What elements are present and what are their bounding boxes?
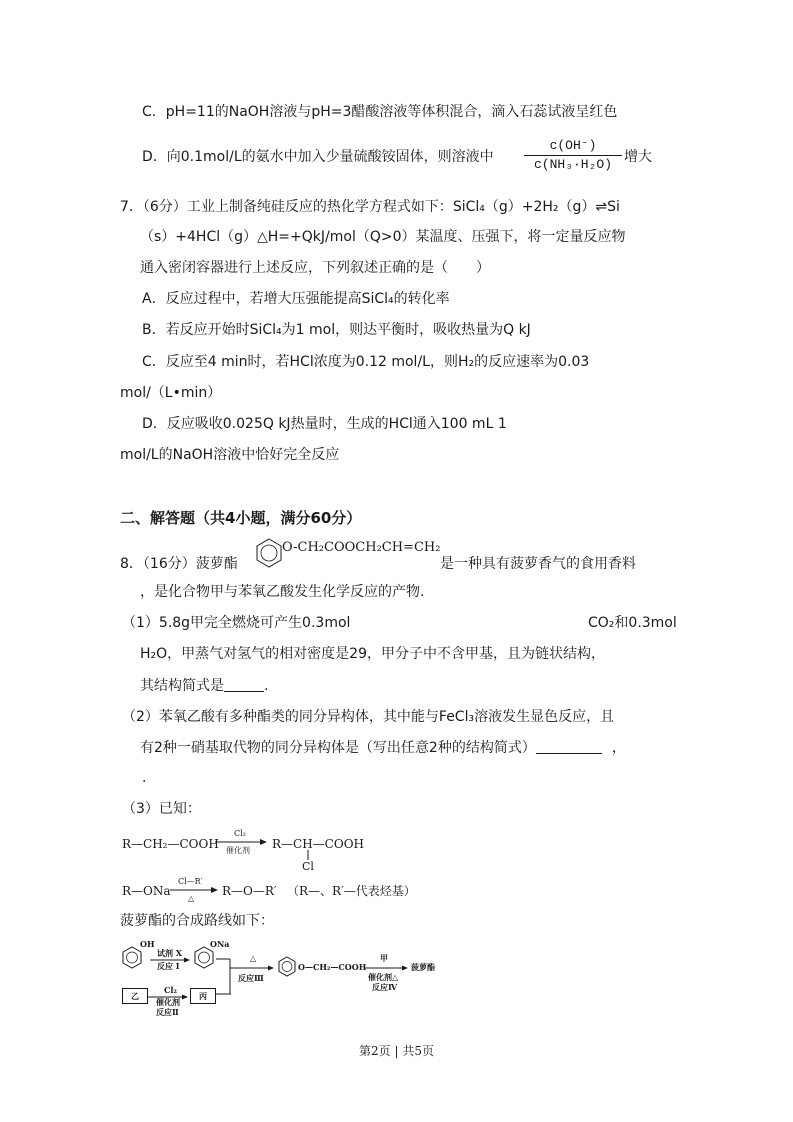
route-product: O—CH₂—COOH: [298, 962, 367, 972]
q8-part2-line2: [140, 738, 626, 758]
q6-option-c: C．pH=11的NaOH溶液与pH=3醋酸溶液等体积混合，滴入石蕊试液呈红色: [142, 104, 618, 120]
q8-stem-prefix: 8．（16分）菠萝酯: [120, 556, 238, 572]
q8-part2-line2-text: 有2种一硝基取代物的同分异构体是（写出任意2种的结构简式）: [140, 740, 536, 756]
q7-option-c-line1: C．反应至4 min时，若HCl浓度为0.12 mol/L，则H₂的反应速率为0.03: [142, 354, 590, 370]
fraction-numerator: c(OH⁻): [549, 138, 597, 153]
q8-structure-substituent: O-CH₂COOCH₂CH=CH₂: [282, 540, 441, 555]
route-join-line: [216, 992, 232, 996]
known1-condition: 催化剂: [226, 846, 250, 855]
q7-stem-line3: 通入密闭容器进行上述反应，下列叙述正确的是（ ）: [140, 260, 490, 276]
route-catalyst-heat: 催化剂△: [368, 972, 399, 982]
q7-stem-line2: （s）+4HCl（g）△H=+QkJ/mol（Q>0）某温度、压强下，将一定量反应物: [140, 229, 626, 245]
box-bing: [190, 988, 216, 1004]
q7-option-a: A．反应过程中，若增大压强能提高SiCl₄的转化率: [142, 291, 450, 307]
benzene-ring-icon: [254, 537, 284, 569]
route-title: 菠萝酯的合成路线如下：: [120, 913, 274, 929]
route-jia: 甲: [380, 953, 388, 963]
q8-part1-line2: H₂O，甲蒸气对氢气的相对密度是29，甲分子中不含甲基，且为链状结构，: [140, 646, 605, 662]
q8-part1-line3-text: 其结构简式是: [140, 678, 224, 694]
route-reaction4: 反应Ⅳ: [372, 982, 398, 992]
known2-reactant: R—ONa: [122, 884, 171, 898]
q8-stem-line2: ，是化合物甲与苯氧乙酸发生化学反应的产物.: [140, 584, 425, 600]
fraction-denominator: c(NH₃·H₂O): [533, 157, 612, 172]
q8-stem-suffix: 是一种具有菠萝香气的食用香料: [440, 556, 636, 572]
q8-part3-heading: （3）已知：: [122, 801, 201, 817]
q8-part2-line1: （2）苯氧乙酸有多种酯类的同分异构体，其中能与FeCl₃溶液发生显色反应，且: [122, 709, 615, 725]
route-reaction1: 反应 I: [157, 961, 180, 971]
known2-product: R—O—R′: [222, 884, 277, 898]
route-reagent-x: 试剂 X: [157, 948, 182, 958]
answer-blank-2[interactable]: [536, 753, 602, 754]
q6-option-d-fraction: [524, 138, 622, 173]
route-cl2: Cl₂: [164, 985, 177, 995]
route-bing: 丙: [199, 991, 207, 1001]
route-heat: △: [250, 953, 257, 963]
section-heading: 二、解答题（共4小题，满分60分）: [120, 509, 362, 527]
known2-condition: △: [188, 894, 195, 903]
fraction-bar: [524, 155, 622, 156]
route-final: 菠萝酯: [411, 962, 435, 972]
route-catalyst: 催化剂: [156, 997, 180, 1007]
route-oh-label: OH: [140, 939, 155, 949]
route-yi: 乙: [131, 991, 139, 1001]
route-ona-label: ONa: [210, 939, 230, 949]
known1-product: R—CH—COOH: [272, 837, 365, 851]
q7-stem-line1: 7．（6分）工业上制备纯硅反应的热化学方程式如下：SiCl₄（g）+2H₂（g）⇌Si: [120, 199, 620, 215]
known2-note: （R—、R′—代表烃基）: [287, 884, 416, 898]
synthesis-route: [120, 940, 450, 1020]
q8-part1-line1-right: CO₂和0.3mol: [588, 615, 677, 631]
q7-option-d-line1: D．反应吸收0.025Q kJ热量时，生成的HCl通入100 mL 1: [142, 416, 507, 432]
known1-chlorine: Cl: [302, 860, 314, 873]
q8-part1-line1-left: （1）5.8g甲完全燃烧可产生0.3mol: [122, 615, 351, 631]
q8-part1-line3: [140, 676, 268, 696]
phenoxy-ring-icon: [276, 954, 298, 980]
box-yi: [122, 988, 148, 1004]
route-reaction3: 反应Ⅲ: [238, 973, 264, 983]
q7-option-d-line2: mol/L的NaOH溶液中恰好完全反应: [120, 447, 340, 463]
q6-option-d-prefix: D．向0.1mol/L的氨水中加入少量硫酸铵固体，则溶液中: [142, 149, 494, 165]
q7-option-b: B．若反应开始时SiCl₄为1 mol，则达平衡时，吸收热量为Q kJ: [142, 322, 531, 338]
known1-reactant: R—CH₂—COOH: [122, 837, 219, 851]
q7-option-c-line2: mol/（L•min）: [120, 385, 222, 401]
q8-part2-line3: .: [142, 770, 147, 786]
known2-reagent: Cl—R′: [178, 877, 203, 886]
q8-part2-line2-end: ，: [611, 740, 626, 756]
answer-blank-1[interactable]: [224, 691, 264, 692]
page-footer: 第2页 | 共5页: [359, 1044, 434, 1058]
q8-part1-line3-end: .: [264, 678, 269, 694]
route-reaction2: 反应Ⅱ: [156, 1007, 179, 1017]
q6-option-d-suffix: 增大: [624, 149, 652, 165]
known1-reagent: Cl₂: [234, 829, 246, 838]
